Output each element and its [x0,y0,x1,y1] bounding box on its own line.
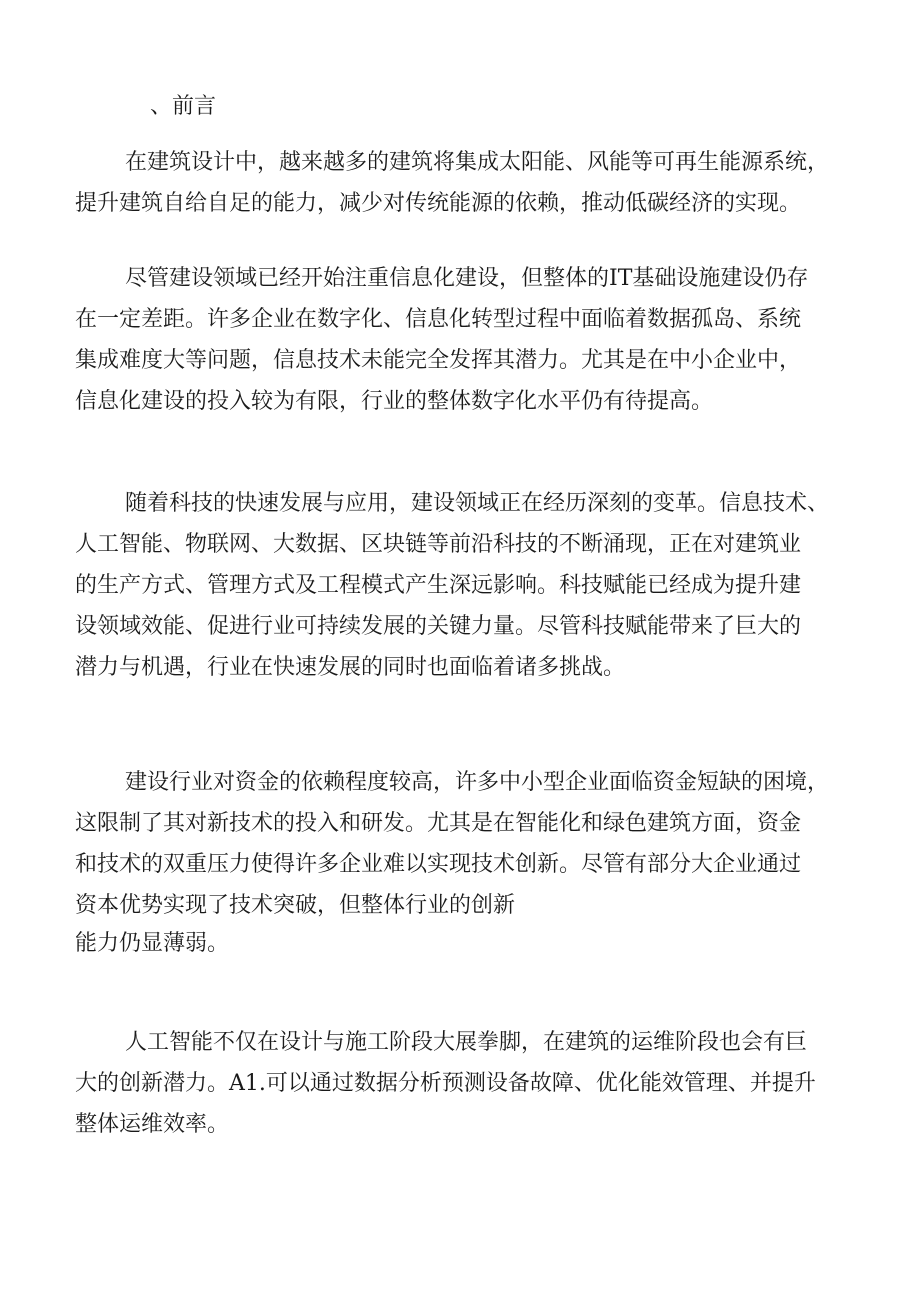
paragraph-line: 和技术的双重压力使得许多企业难以实现技术创新。尽管有部分大企业通过 [75,852,802,877]
paragraph-line: 的生产方式、管理方式及工程模式产生深远影响。科技赋能已经成为提升建 [75,573,802,598]
paragraph-line: 随着科技的快速发展与应用，建设领域正在经历深刻的变革。信息技术、 [125,491,830,516]
paragraph-line: 在建筑设计中，越来越多的建筑将集成太阳能、风能等可再生能源系统， [125,150,830,175]
paragraph-line: 建设行业对资金的依赖程度较高，许多中小型企业面临资金短缺的困境， [125,770,830,795]
paragraph-line: 信息化建设的投入较为有限，行业的整体数字化水平仍有待提高。 [75,389,714,414]
paragraph-4 [75,762,845,962]
paragraph-line: 潜力与机遇，行业在快速发展的同时也面临着诸多挑战。 [75,655,626,680]
paragraph-line: 人工智能、物联网、大数据、区块链等前沿科技的不断涌现，正在对建筑业 [75,532,802,557]
paragraph-line: 资本优势实现了技术突破，但整体行业的创新 [75,893,516,918]
paragraph-3 [75,483,845,688]
paragraph-line: 这限制了其对新技术的投入和研发。尤其是在智能化和绿色建筑方面，资金 [75,811,802,836]
paragraph-line: 在一定差距。许多企业在数字化、信息化转型过程中面临着数据孤岛、系统 [75,307,802,332]
paragraph-line: 人工智能不仅在设计与施工阶段大展拳脚，在建筑的运维阶段也会有巨 [125,1030,808,1055]
paragraph-line: 提升建筑自给自足的能力，减少对传统能源的依赖，推动低碳经济的实现。 [75,191,802,216]
paragraph-line: 能力仍显薄弱。 [75,931,230,956]
section-heading: 、前言 [150,94,217,119]
paragraph-line: 大的创新潜力。A1.可以通过数据分析预测设备故障、优化能效管理、并提升 [75,1071,816,1096]
paragraph-5 [75,1022,845,1145]
paragraph-line: 设领域效能、促进行业可持续发展的关键力量。尽管科技赋能带来了巨大的 [75,614,802,639]
paragraph-2 [75,258,845,422]
paragraph-line: 尽管建设领域已经开始注重信息化建设，但整体的IT基础设施建设仍存 [125,266,809,291]
paragraph-line: 整体运维效率。 [75,1112,230,1137]
paragraph-1 [75,142,845,224]
paragraph-line: 集成难度大等问题，信息技术未能完全发挥其潜力。尤其是在中小企业中， [75,348,802,373]
